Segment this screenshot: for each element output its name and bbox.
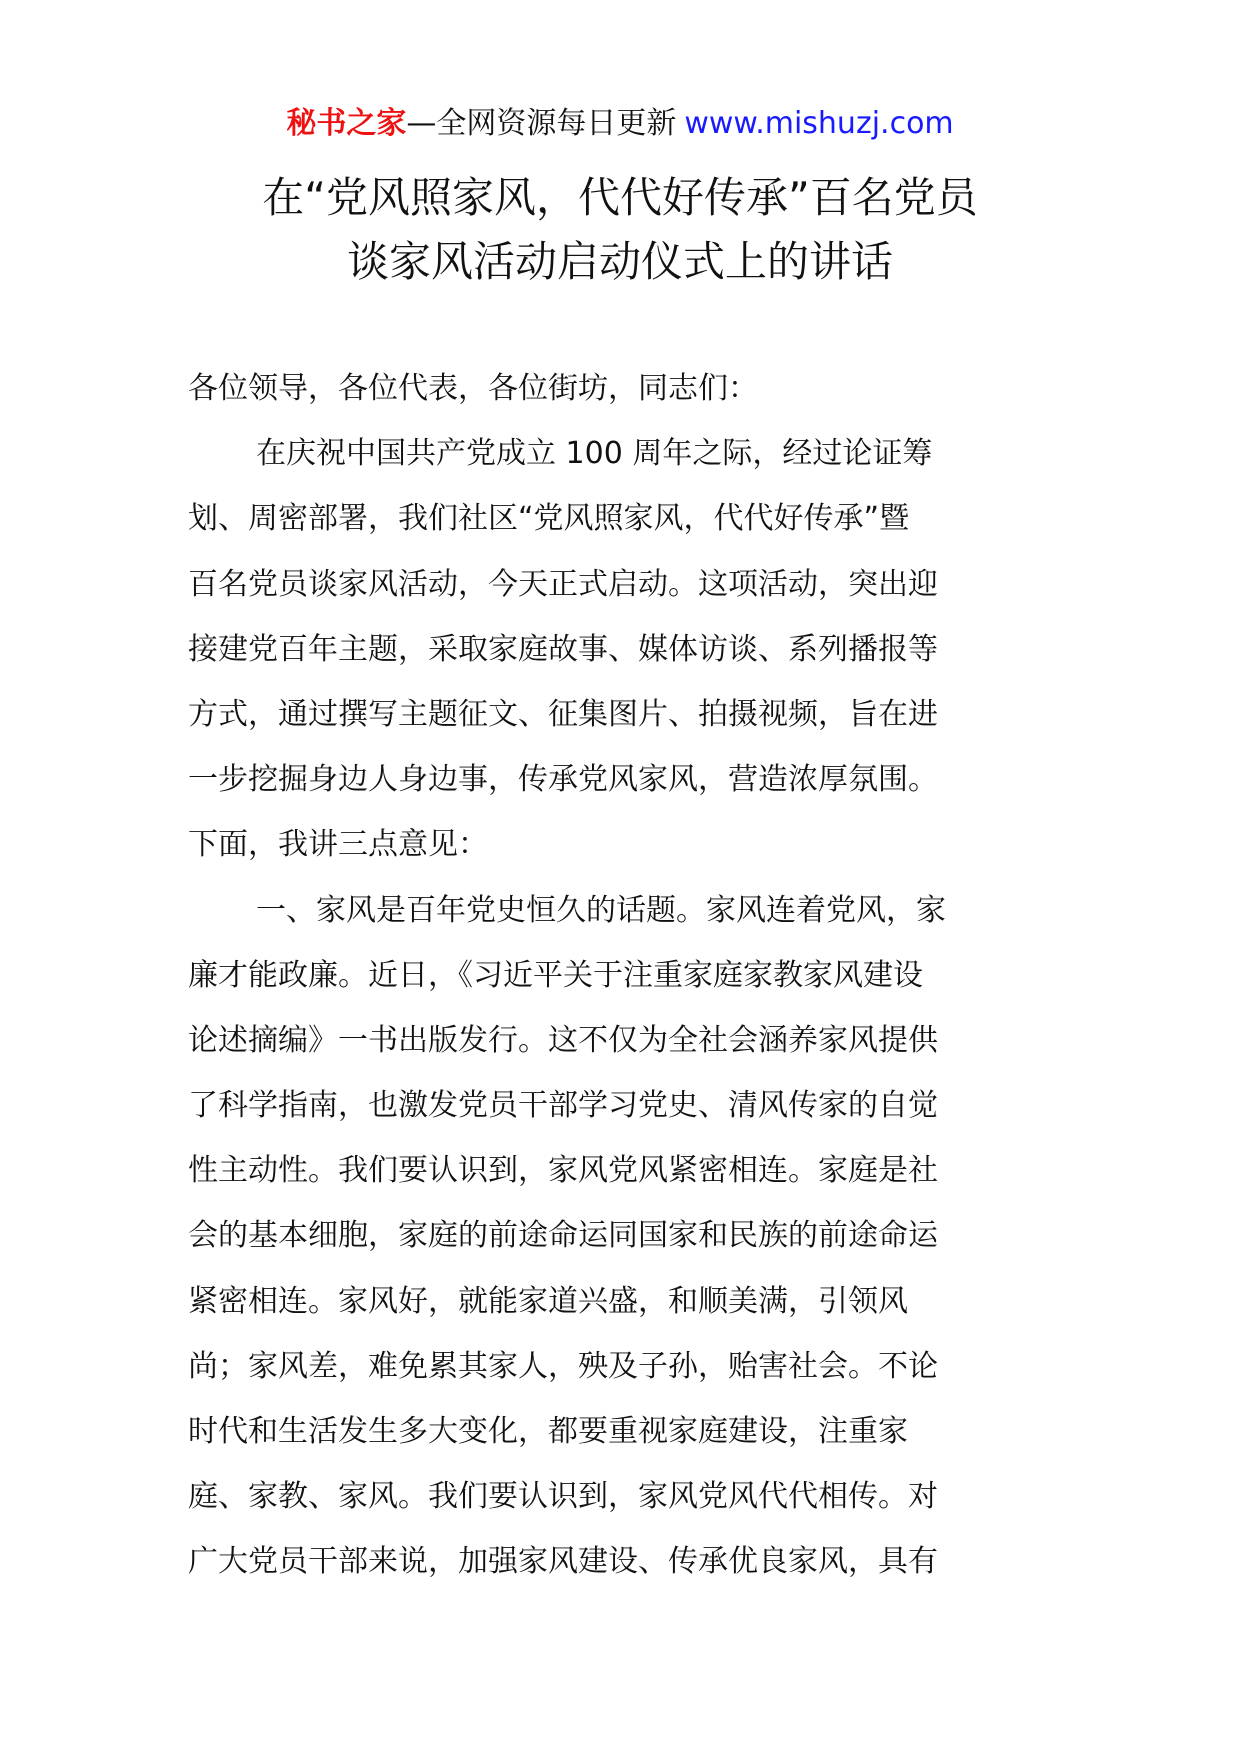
paragraph-line: 下面，我讲三点意见： — [188, 827, 488, 863]
section-heading-line: 一、家风是百年党史恒久的话题。家风连着党风，家 — [256, 892, 946, 928]
document-body — [188, 356, 1054, 1595]
paragraph-line: 广大党员干部来说，加强家风建设、传承优良家风，具有 — [188, 1544, 938, 1580]
paragraph-line: 紧密相连。家风好，就能家道兴盛，和顺美满，引领风 — [188, 1283, 908, 1319]
paragraph-line: 划、周密部署，我们社区“党风照家风，代代好传承”暨 — [188, 501, 910, 537]
paragraph-line: 百名党员谈家风活动，今天正式启动。这项活动，突出迎 — [188, 566, 938, 602]
site-url-link[interactable]: www.mishuzj.com — [684, 106, 954, 141]
title-line: 在“党风照家风，代代好传承”百名党员 — [262, 173, 978, 222]
title-line: 谈家风活动启动仪式上的讲话 — [346, 237, 893, 286]
paragraph-line: 接建党百年主题，采取家庭故事、媒体访谈、系列播报等 — [188, 631, 938, 667]
site-tagline: —全网资源每日更新 — [406, 106, 677, 141]
paragraph-line: 尚；家风差，难免累其家人，殃及子孙，贻害社会。不论 — [188, 1348, 938, 1384]
paragraph-line: 论述摘编》一书出版发行。这不仅为全社会涵养家风提供 — [188, 1022, 938, 1058]
site-brand: 秘书之家 — [286, 106, 407, 141]
salutation-line: 各位领导，各位代表，各位街坊，同志们： — [188, 371, 758, 406]
paragraph-line: 时代和生活发生多大变化，都要重视家庭建设，注重家 — [188, 1414, 908, 1449]
paragraph-line: 一步挖掘身边人身边事，传承党风家风，营造浓厚氛围。 — [188, 762, 938, 798]
paragraph-line: 在庆祝中国共产党成立 100 周年之际，经过论证筹 — [256, 436, 933, 472]
paragraph-line: 性主动性。我们要认识到，家风党风紧密相连。家庭是社 — [188, 1153, 938, 1189]
paragraph-line: 廉才能政廉。近日，《习近平关于注重家庭家教家风建设 — [188, 957, 923, 993]
paragraph-line: 了科学指南，也激发党员干部学习党史、清风传家的自觉 — [188, 1088, 938, 1124]
paragraph-line: 会的基本细胞，家庭的前途命运同国家和民族的前途命运 — [188, 1218, 938, 1254]
document-title — [0, 166, 1240, 294]
paragraph-line: 方式，通过撰写主题征文、征集图片、拍摄视频，旨在进 — [188, 696, 938, 732]
paragraph-line: 庭、家教、家风。我们要认识到，家风党风代代相传。对 — [188, 1479, 938, 1515]
site-header — [0, 100, 1240, 148]
